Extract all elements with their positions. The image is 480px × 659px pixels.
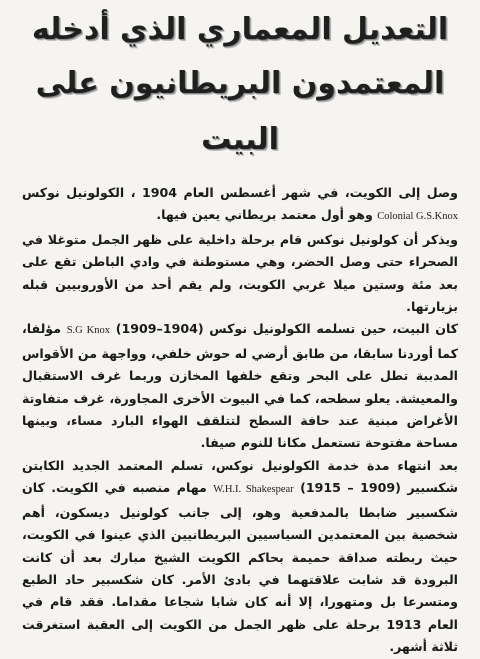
paragraph-4-text-a: بعد انتهاء مدة خدمة الكولونيل نوكس، تسلم المعتمد الجديد الكابتن شكسبير (1909 – 1915): [22, 457, 458, 496]
page-title: [22, 4, 458, 168]
paragraph-4-text-b: مهام منصبه في الكويت. كان شكسبير ضابطا بالمدفعية وهو، إلى جانب كولونيل ديسكون، أهم شخصية بين المعتمدين السياسيين البريطانيين الذي عينوا في الكويت، حيث ربطته صداقة حميمة بحاكم الكويت الشيخ مبارك بعد أن كانت البرودة قد شابت علاقتهما في بادئ الأمر. كان شكسبير حاد الطبع ومتسرعا بل ومتهورا، إلا أنه كان شابا شجاعا مقداما. فقد قام في العام 1913 برحلة على ظهر الجمل من الكويت إلى العقبة استغرقت ثلاثة أشهر.: [22, 480, 459, 655]
paragraph-3-text-a: كان البيت، حين تسلمه الكولونيل نوكس (1904–1909): [115, 321, 459, 337]
paragraph-3-latin-name: S.G Knox: [66, 325, 110, 337]
paragraph-4-latin-name: W.H.I. Shakespear: [213, 484, 294, 496]
title-line-2: المعتمدون البريطانيون على البيت: [35, 66, 445, 157]
paragraph-3: [22, 318, 458, 454]
article-body: [22, 182, 458, 659]
paragraph-1: [22, 182, 458, 229]
paragraph-2: ويذكر أن كولونيل نوكس قام برحلة داخلية على ظهر الجمل متوغلا في الصحراء حتى وصل الحضر، وهي مستوطنة في وادي الباطن تقع على بعد مئة وستين ميلا غربي الكويت، ولم يقم أحد من الأوروبيين قبله بزيارتها.: [22, 231, 458, 315]
paragraph-1-latin-name: Colonial G.S.Knox: [377, 211, 458, 223]
paragraph-4: [22, 455, 458, 659]
paragraph-1-text-b: وهو أول معتمد بريطاني يعين فيها.: [156, 207, 373, 223]
paragraph-3-text-b: مؤلفا، كما أوردنا سابقا، من طابق أرضي له حوش خلفي، وواجهة من الأقواس المدببة تطل على البحر وتقع خلفها المخازن وربما غرف الاستقبال والمعيشة. يعلو سطحه، كما في البيوت الأخرى المجاورة، غرف متفاوتة الأغراض مبنية عند حافة السطح لتتلقف الهواء البارد مساء، وبينها مساحة مفتوحة تستعمل مكانا للنوم صيفا.: [22, 321, 458, 451]
paragraph-1-text-a: وصل إلى الكويت، في شهر أغسطس العام 1904 ، الكولونيل نوكس: [22, 185, 458, 200]
title-line-1: التعديل المعماري الذي أدخله: [31, 12, 449, 47]
